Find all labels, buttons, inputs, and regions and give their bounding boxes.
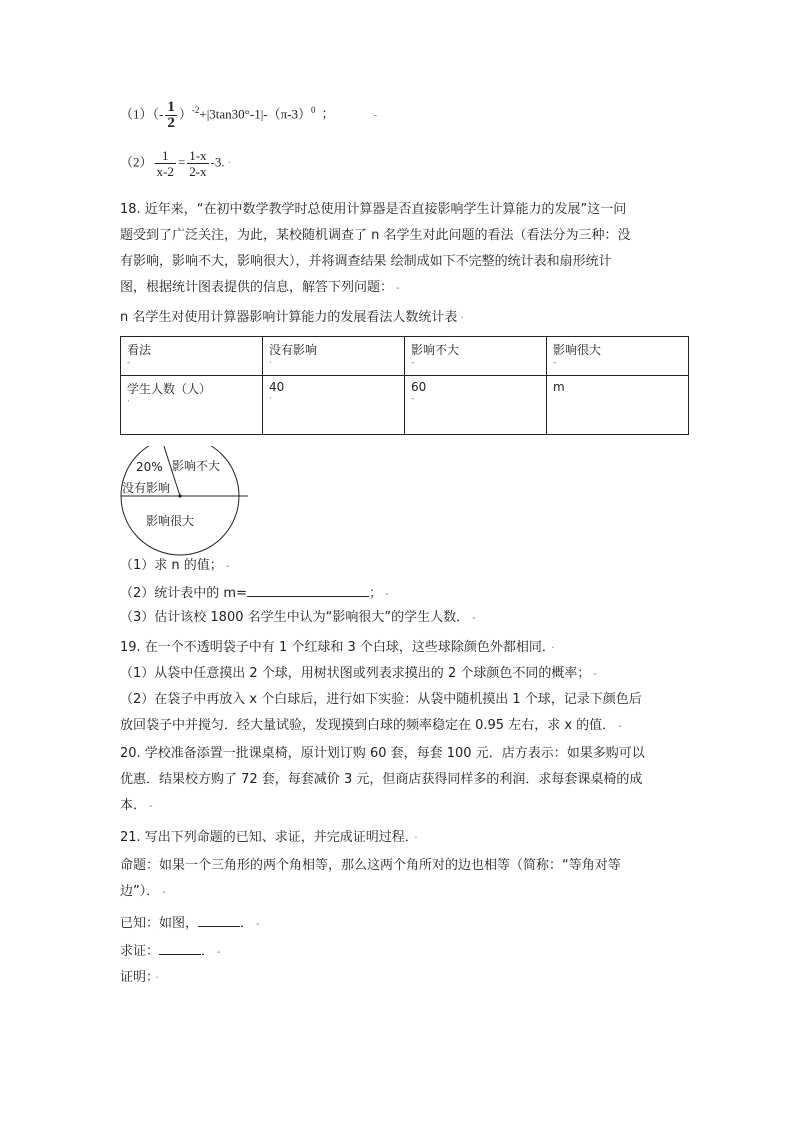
q17-p2-fraction-right	[187, 148, 208, 179]
q21-prove-mark: -	[217, 947, 221, 958]
q21-prove-label: 求证：	[120, 944, 160, 959]
header-text: 没有影响	[269, 343, 318, 357]
q18-table-caption-mark: ·	[460, 313, 464, 324]
q19-line-1-text: 19. 在一个不透明袋子中有 1 个红球和 3 个白球，这些球除颜色外都相同．	[120, 640, 549, 655]
q17-p2-equals: =	[177, 154, 186, 170]
q19-sub-2-line-1: （2）在袋子中再放入 x 个白球后，进行如下实验：从袋中随机摸出 1 个球，记录下颜色后	[120, 692, 642, 707]
table-cell-label	[121, 376, 263, 435]
q21-known	[120, 914, 260, 933]
q17-p1-frac-num: 1	[167, 99, 175, 115]
table-cell	[263, 376, 405, 435]
q18-line-4	[120, 280, 400, 297]
cell-value: 60	[411, 380, 427, 394]
q17-p2-label: （2）	[120, 154, 153, 170]
q17-p2-fraction-left	[155, 148, 176, 179]
q17-p2-rest: -3.	[210, 154, 225, 170]
row-label: 学生人数（人）	[127, 382, 212, 396]
q21-known-period: ．	[240, 916, 254, 931]
q19-sub-1	[120, 666, 597, 683]
table-row	[121, 376, 689, 435]
q18-stat-table	[120, 336, 689, 435]
table-header-cell	[121, 337, 263, 376]
q20-line-2: 优惠．结果校方购了 72 套，每套减价 3 元，但商店获得同样多的利润．求每套课桌椅的成	[120, 772, 643, 787]
q21-proof-mark: ·	[155, 973, 159, 984]
table-header-cell	[405, 337, 547, 376]
q21-line-3-text: 边”）．	[120, 884, 160, 899]
q21-known-mark: -	[256, 919, 260, 930]
q18-sub-2-text: （2）统计表中的 m=	[120, 586, 247, 601]
prove-answer-blank[interactable]	[159, 942, 201, 955]
q20-line-1: 20. 学校准备添置一批课桌椅，原计划订购 60 套，每套 100 元．店方表示：如果多购可以	[120, 746, 645, 761]
header-text: 看法	[127, 343, 152, 357]
pie-percent-label: 20%	[136, 460, 163, 474]
q18-sub-3-text: （3）估计该校 1800 名学生中认为“影响很大”的学生人数．	[120, 610, 470, 625]
q21-proof-label: 证明：	[120, 970, 153, 985]
q17-p2-f2-den: 2-x	[189, 164, 207, 179]
q17-p1-rest: +|3tan30°-1|-（π-3）	[199, 106, 312, 122]
pie-center-dot	[178, 494, 181, 497]
q19-sub-2-line-2	[120, 718, 622, 735]
cell-mark: ·	[269, 358, 272, 368]
cell-mark: -	[411, 358, 415, 368]
q21-line-1-mark: ·	[414, 833, 418, 844]
header-text: 影响不大	[411, 343, 460, 357]
q18-table-caption-text: n 名学生对使用计算器影响计算能力的发展看法人数统计表	[120, 310, 458, 325]
q17-p2-f1-den: x-2	[156, 164, 174, 179]
q17-p1-exponent-zero: 0	[311, 105, 316, 116]
q18-line-4-mark: -	[396, 283, 400, 294]
cell-value: 40	[269, 380, 285, 394]
q18-sub-3	[120, 610, 476, 627]
q18-pie-diagram	[114, 446, 254, 572]
pie-label-small-effect: 影响不大	[172, 459, 221, 473]
q17-p1-label: （1）（-	[120, 106, 164, 122]
q18-sub-1-text: （1）求 n 的值；	[120, 558, 223, 573]
q17-p2-mark: ·	[227, 158, 231, 170]
pie-label-large-effect: 影响很大	[146, 514, 195, 528]
q20-line-3	[120, 798, 153, 815]
q17-part1	[120, 100, 377, 131]
q18-line-2: 题受到了广泛关注，为此，某校随机调查了 n 名学生对此问题的看法（看法分为三种：没	[120, 228, 631, 243]
q20-line-3-mark: -	[149, 801, 153, 812]
m-answer-blank[interactable]	[247, 584, 369, 597]
q21-line-3-mark: -	[162, 887, 166, 898]
q19-sub-1-mark: -	[593, 669, 597, 680]
q21-line-2: 命题：如果一个三角形的两个角相等，那么这两个角所对的边也相等（简称：“等角对等	[120, 858, 621, 873]
cell-mark: -	[411, 394, 415, 404]
q20-line-3-text: 本．	[120, 798, 147, 813]
cell-mark: -	[127, 358, 131, 368]
q19-sub-2-line-2-text: 放回袋子中并搅匀．经大量试验，发现摸到白球的频率稳定在 0.95 左右，求 x 的值．	[120, 718, 616, 733]
q21-line-1-text: 21. 写出下列命题的已知、求证，并完成证明过程．	[120, 830, 412, 845]
cell-value: m	[553, 380, 565, 394]
q17-p1-exponent: -2	[191, 105, 200, 116]
table-header-cell	[547, 337, 689, 376]
q18-sub-2-end: ；	[368, 586, 382, 601]
q17-p1-frac-den: 2	[167, 115, 175, 131]
q21-proof	[120, 970, 159, 987]
q21-line-3	[120, 884, 166, 901]
q18-line-3: 有影响，影响不大，影响很大），并将调查结果 绘制成如下不完整的统计表和扇形统计	[120, 254, 612, 269]
q19-sub-2-mark: -	[618, 721, 622, 732]
table-cell	[547, 376, 689, 435]
q18-sub-1-mark: -	[225, 561, 230, 572]
q18-sub-1	[120, 558, 229, 575]
table-cell	[405, 376, 547, 435]
cell-mark: ·	[127, 397, 130, 407]
q21-prove	[120, 942, 221, 961]
q18-sub-3-mark: -	[472, 613, 476, 624]
q17-p1-close: ）	[178, 106, 192, 122]
q17-p1-end: ；	[321, 106, 335, 122]
q17-p2-f1-num: 1	[155, 148, 176, 164]
q19-line-1-mark: ·	[551, 643, 555, 654]
q18-sub-2-mark: -	[384, 589, 389, 600]
cell-mark: -	[553, 358, 557, 368]
table-header-cell	[263, 337, 405, 376]
q18-sub-2	[120, 584, 389, 603]
table-header-row	[121, 337, 689, 376]
q21-prove-period: ．	[201, 944, 215, 959]
q21-known-label: 已知：如图，	[120, 916, 199, 931]
q21-line-1	[120, 830, 418, 847]
q18-line-4-text: 图，根据统计图表提供的信息，解答下列问题：	[120, 280, 394, 295]
q17-p1-fraction	[165, 100, 177, 131]
cell-mark: ·	[269, 394, 272, 404]
q17-p1-mark: -	[373, 110, 378, 122]
q18-line-1: 18. 近年来，“在初中数学教学时总使用计算器是否直接影响学生计算能力的发展”这一问	[120, 202, 627, 217]
q17-part2	[120, 148, 231, 179]
q18-table-caption	[120, 310, 464, 327]
pie-label-no-effect: 没有影响	[122, 481, 171, 495]
q19-sub-1-text: （1）从袋中任意摸出 2 个球，用树状图或列表求摸出的 2 个球颜色不同的概率；	[120, 666, 591, 681]
q17-p2-f2-num: 1-x	[189, 148, 207, 163]
header-text: 影响很大	[553, 343, 602, 357]
known-answer-blank[interactable]	[198, 914, 240, 927]
q19-line-1	[120, 640, 555, 657]
